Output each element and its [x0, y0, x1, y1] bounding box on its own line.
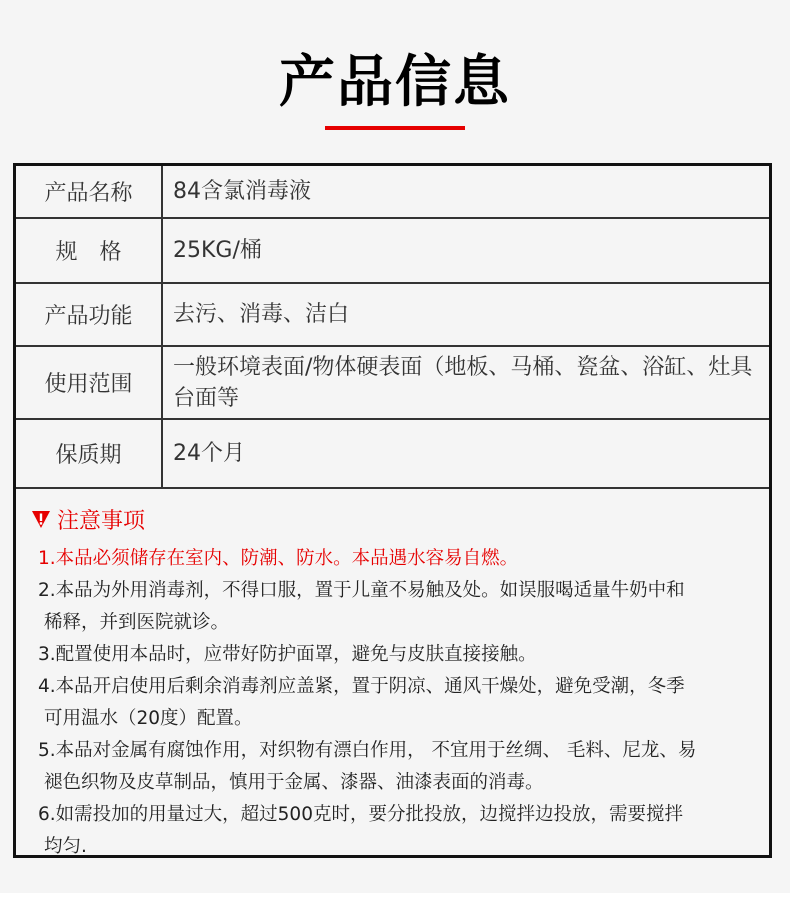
list-item — [16, 575, 769, 639]
title-underline — [325, 126, 465, 130]
page-title: 产品信息 — [279, 50, 511, 115]
note-text: 2.本品为外用消毒剂，不得口服，置于儿童不易触及处。如误服喝适量牛奶中和 — [38, 580, 685, 601]
row-value: 24个月 — [162, 419, 769, 488]
notes-section — [16, 489, 769, 863]
note-text-continued: 均匀. — [44, 836, 87, 857]
notes-heading — [16, 503, 769, 535]
note-text-continued: 褪色织物及皮草制品，慎用于金属、漆器、油漆表面的消毒。 — [44, 772, 544, 793]
row-label: 产品名称 — [16, 166, 162, 218]
row-value: 一般环境表面/物体硬表面（地板、马桶、瓷盆、浴缸、灶具台面等 — [162, 346, 769, 419]
row-value: 84含氯消毒液 — [162, 166, 769, 218]
table-row — [16, 218, 769, 283]
notes-title: 注意事项 — [57, 508, 146, 534]
product-info-box — [13, 163, 772, 858]
note-text-continued: 可用温水（20度）配置。 — [44, 708, 253, 729]
warning-triangle-icon — [31, 509, 51, 529]
list-item — [16, 671, 769, 735]
note-text-continued: 稀释，并到医院就诊。 — [44, 612, 230, 633]
row-label: 使用范围 — [16, 346, 162, 419]
note-text: 1.本品必须储存在室内、防潮、防水。本品遇水容易自燃。 — [38, 548, 519, 569]
notes-list — [16, 543, 769, 863]
note-text: 3.配置使用本品时，应带好防护面罩，避免与皮肤直接接触。 — [38, 644, 537, 665]
row-label: 产品功能 — [16, 283, 162, 346]
row-label: 规 格 — [16, 218, 162, 283]
table-row — [16, 346, 769, 419]
list-item — [16, 799, 769, 863]
list-item — [16, 543, 769, 575]
row-label: 保质期 — [16, 419, 162, 488]
spec-table — [16, 166, 769, 489]
list-item — [16, 735, 769, 799]
row-value: 去污、消毒、洁白 — [162, 283, 769, 346]
list-item — [16, 639, 769, 671]
note-text: 4.本品开启使用后剩余消毒剂应盖紧，置于阴凉、通风干燥处，避免受潮，冬季 — [38, 676, 685, 697]
row-value: 25KG/桶 — [162, 218, 769, 283]
table-row — [16, 283, 769, 346]
table-row — [16, 166, 769, 218]
note-text: 6.如需投加的用量过大，超过500克时，要分批投放，边搅拌边投放，需要搅拌 — [38, 804, 683, 825]
table-row — [16, 419, 769, 488]
note-text: 5.本品对金属有腐蚀作用，对织物有漂白作用， 不宜用于丝绸、 毛料、尼龙、易 — [38, 740, 697, 761]
